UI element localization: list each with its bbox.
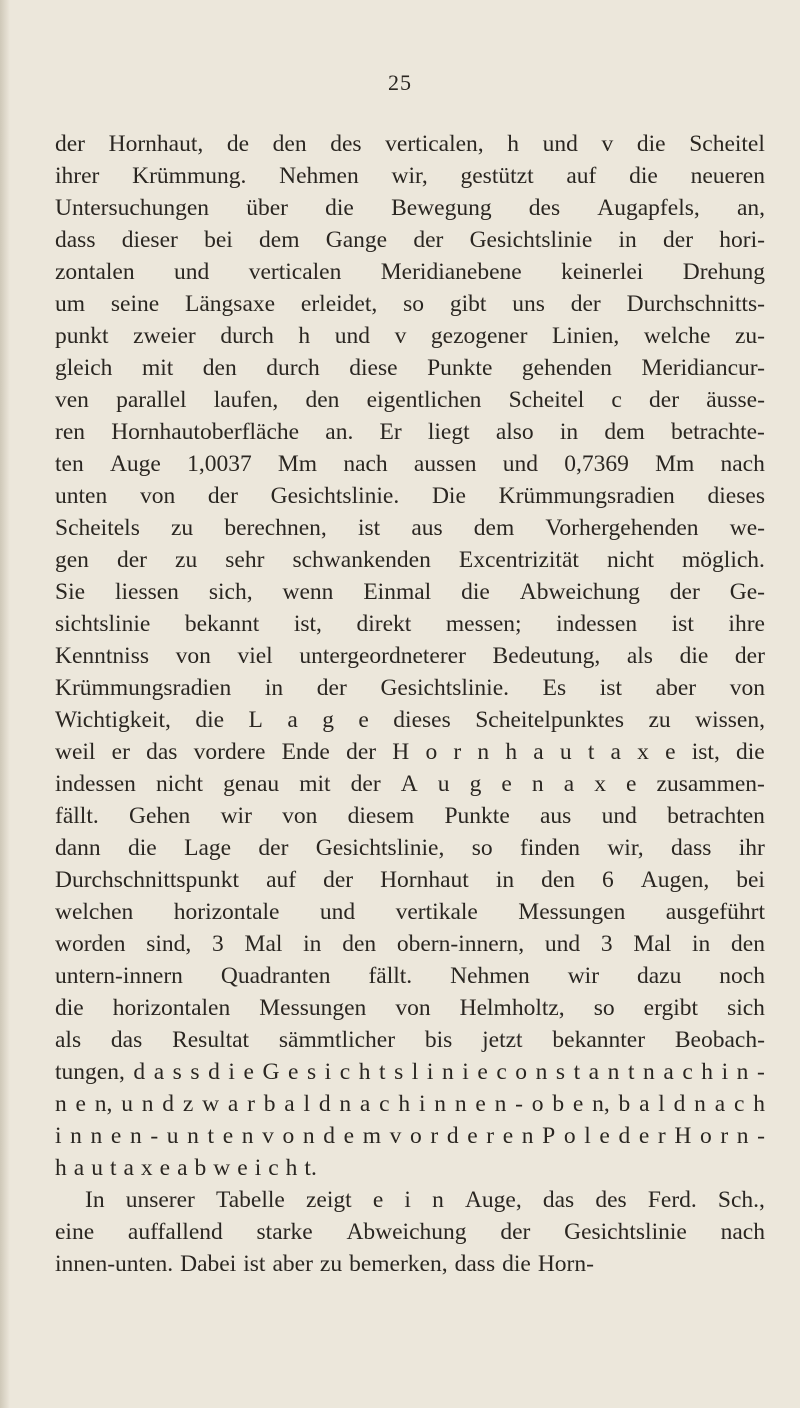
text-line: der Hornhaut, de den des verticalen, h und v die Scheitel <box>55 131 765 157</box>
text-line: punkt zweier durch h und v gezogener Linien, welche zu- <box>55 323 765 349</box>
text-line: tungen, d a s s d i e G e s i c h t s l i n i e c o n s t a n t n a c h i n - <box>55 1059 765 1085</box>
text-line: welchen horizontale und vertikale Messungen ausgeführt <box>55 899 765 925</box>
body-text <box>55 128 765 1280</box>
text-line: h a u t a x e a b w e i c h t. <box>55 1155 317 1181</box>
text-line: um seine Längsaxe erleidet, so gibt uns der Durchschnitts- <box>55 291 765 317</box>
text-line: Sie liessen sich, wenn Einmal die Abweichung der Ge- <box>55 579 765 605</box>
text-line: Krümmungsradien in der Gesichtslinie. Es ist aber von <box>55 675 765 701</box>
text-line: weil er das vordere Ende der H o r n h a u t a x e ist, die <box>55 739 765 765</box>
text-line: In unserer Tabelle zeigt e i n Auge, das des Ferd. Sch., <box>85 1187 765 1213</box>
text-line: n e n, u n d z w a r b a l d n a c h i n n e n - o b e n, b a l d n a c h <box>55 1091 765 1117</box>
text-line: Durchschnittspunkt auf der Hornhaut in den 6 Augen, bei <box>55 867 765 893</box>
text-line: dann die Lage der Gesichtslinie, so finden wir, dass ihr <box>55 835 765 861</box>
text-line: i n n e n - u n t e n v o n d e m v o r d e r e n P o l e d e r H o r n - <box>55 1123 765 1149</box>
text-line: indessen nicht genau mit der A u g e n a x e zusammen- <box>55 771 765 797</box>
text-line: zontalen und verticalen Meridianebene keinerlei Drehung <box>55 259 765 285</box>
text-line: innen-unten. Dabei ist aber zu bemerken, dass die Horn- <box>55 1251 594 1277</box>
text-line: worden sind, 3 Mal in den obern-innern, und 3 Mal in den <box>55 931 765 957</box>
text-line: eine auffallend starke Abweichung der Gesichtslinie nach <box>55 1219 765 1245</box>
text-line: gleich mit den durch diese Punkte gehenden Meridiancur- <box>55 355 765 381</box>
text-line: ven parallel laufen, den eigentlichen Scheitel c der äusse- <box>55 387 765 413</box>
page-number: 25 <box>388 70 412 95</box>
text-line: Kenntniss von viel untergeordneterer Bedeutung, als die der <box>55 643 765 669</box>
text-line: Wichtigkeit, die L a g e dieses Scheitelpunktes zu wissen, <box>55 707 765 733</box>
text-line: untern-innern Quadranten fällt. Nehmen wir dazu noch <box>55 963 765 989</box>
text-line: dass dieser bei dem Gange der Gesichtslinie in der hori- <box>55 227 765 253</box>
page-edge-shadow <box>0 0 10 1408</box>
text-line: Scheitels zu berechnen, ist aus dem Vorhergehenden we- <box>55 515 765 541</box>
text-line: als das Resultat sämmtlicher bis jetzt bekannter Beobach- <box>55 1027 765 1053</box>
text-line: ten Auge 1,0037 Mm nach aussen und 0,7369 Mm nach <box>55 451 765 477</box>
text-line: Untersuchungen über die Bewegung des Augapfels, an, <box>55 195 765 221</box>
text-line: sichtslinie bekannt ist, direkt messen; indessen ist ihre <box>55 611 765 637</box>
text-line: fällt. Gehen wir von diesem Punkte aus und betrachten <box>55 803 765 829</box>
text-line: unten von der Gesichtslinie. Die Krümmungsradien dieses <box>55 483 765 509</box>
text-line: gen der zu sehr schwankenden Excentrizität nicht möglich. <box>55 547 765 573</box>
text-line: ren Hornhautoberfläche an. Er liegt also in dem betrachte- <box>55 419 765 445</box>
text-line: ihrer Krümmung. Nehmen wir, gestützt auf die neueren <box>55 163 765 189</box>
text-line: die horizontalen Messungen von Helmholtz, so ergibt sich <box>55 995 765 1021</box>
